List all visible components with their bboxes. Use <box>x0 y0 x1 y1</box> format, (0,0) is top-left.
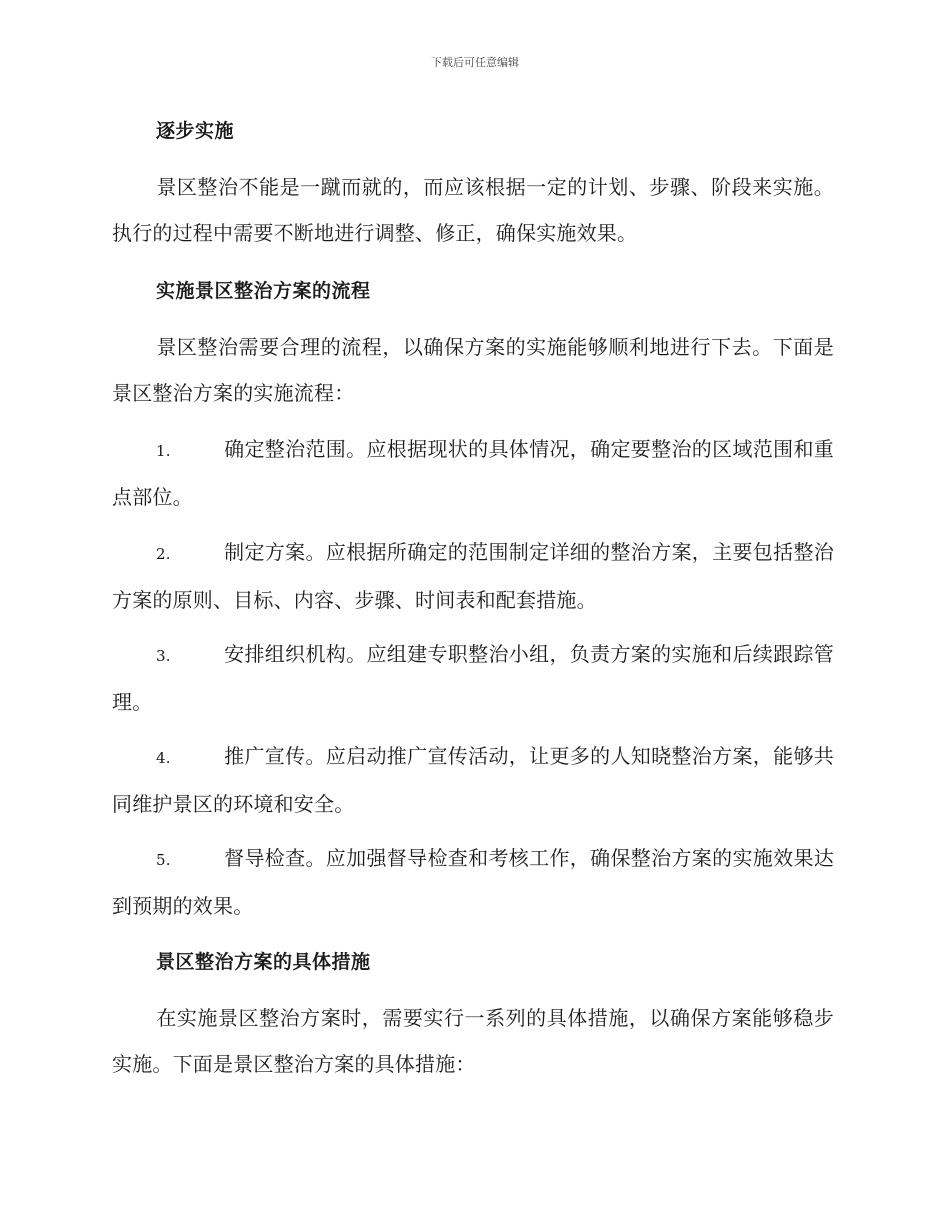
paragraph <box>112 324 834 416</box>
paragraph <box>112 995 834 1087</box>
paragraph-text: 景区整治需要合理的流程，以确保方案的实施能够顺利地进行下去。下面是景区整治方案的实施流程： <box>112 335 834 405</box>
section-heading: 景区整治方案的具体措施 <box>156 951 371 973</box>
list-item-number: 3. <box>156 647 171 665</box>
list-item-text: 制定方案。应根据所确定的范围制定详细的整治方案，主要包括整治方案的原则、目标、内容、步骤、时间表和配套措施。 <box>112 540 834 612</box>
list-item-number: 1. <box>156 442 171 460</box>
list-item <box>112 733 834 827</box>
section-heading: 实施景区整治方案的流程 <box>156 280 371 302</box>
list-item-text: 督导检查。应加强督导检查和考核工作，确保整治方案的实施效果达到预期的效果。 <box>112 846 834 918</box>
list-item <box>112 631 834 725</box>
page-header: 下载后可任意编辑 <box>431 56 519 69</box>
list-item-text: 确定整治范围。应根据现状的具体情况，确定要整治的区域范围和重点部位。 <box>112 437 834 509</box>
list-item-number: 2. <box>156 545 171 563</box>
list-item <box>112 426 834 520</box>
list-item <box>112 835 834 929</box>
section-heading: 逐步实施 <box>156 120 235 142</box>
paragraph-text: 在实施景区整治方案时，需要实行一系列的具体措施，以确保方案能够稳步实施。下面是景区整治方案的具体措施： <box>112 1006 834 1076</box>
list-item-text: 推广宣传。应启动推广宣传活动，让更多的人知晓整治方案，能够共同维护景区的环境和安全。 <box>112 744 834 816</box>
list-item-number: 5. <box>156 851 171 869</box>
paragraph-text: 景区整治不能是一蹴而就的，而应该根据一定的计划、步骤、阶段来实施。执行的过程中需要不断地进行调整、修正，确保实施效果。 <box>112 175 834 245</box>
list-item <box>112 529 834 623</box>
paragraph <box>112 164 834 256</box>
list-item-number: 4. <box>156 749 171 767</box>
list-item-text: 安排组织机构。应组建专职整治小组，负责方案的实施和后续跟踪管理。 <box>112 642 834 714</box>
